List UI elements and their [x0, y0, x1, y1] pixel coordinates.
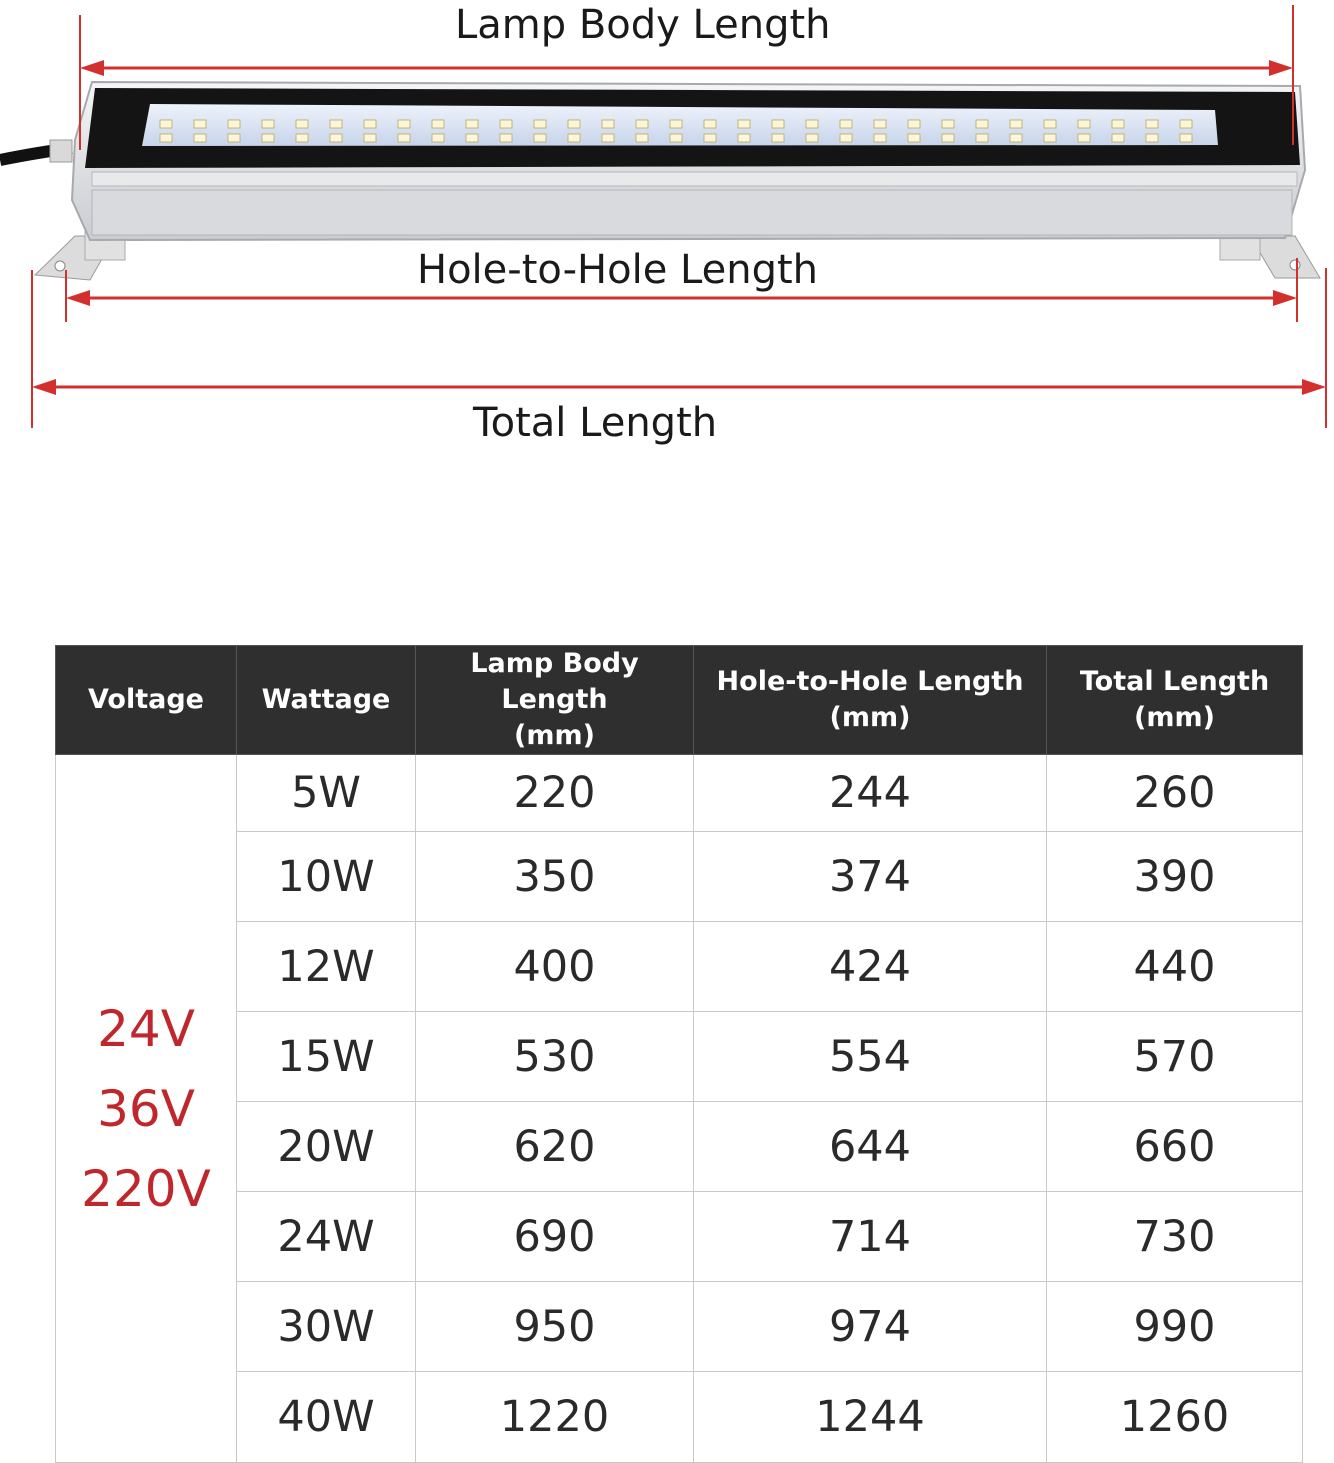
led-chip [704, 120, 716, 128]
led-chip [976, 134, 988, 142]
led-chip [228, 134, 240, 142]
led-chip [466, 134, 478, 142]
led-chip [568, 134, 580, 142]
led-chip [398, 120, 410, 128]
total-length-cell: 390 [1047, 832, 1303, 922]
led-chip [500, 120, 512, 128]
lamp-body-cell: 220 [416, 755, 694, 832]
total-length-cell: 730 [1047, 1192, 1303, 1282]
led-chip [772, 120, 784, 128]
led-chip [1044, 120, 1056, 128]
cable-gland [50, 140, 72, 162]
wattage-cell: 5W [237, 755, 416, 832]
total-length-cell: 990 [1047, 1282, 1303, 1372]
wattage-cell: 40W [237, 1372, 416, 1463]
wattage-cell: 30W [237, 1282, 416, 1372]
wattage-cell: 20W [237, 1102, 416, 1192]
header-voltage: Voltage [56, 646, 237, 755]
voltage-value: 24V [97, 999, 195, 1058]
table-header-row [56, 646, 1303, 755]
wattage-cell: 10W [237, 832, 416, 922]
led-chip [942, 120, 954, 128]
led-chip [160, 120, 172, 128]
voltage-cell [56, 755, 237, 1463]
spec-table [55, 645, 1303, 1463]
wattage-cell: 12W [237, 922, 416, 1012]
lamp-body-cell: 1220 [416, 1372, 694, 1463]
led-chip [296, 134, 308, 142]
led-chip [398, 134, 410, 142]
led-chip [908, 134, 920, 142]
wattage-cell: 15W [237, 1012, 416, 1102]
hole-to-hole-cell: 374 [694, 832, 1047, 922]
led-chip [1112, 120, 1124, 128]
lamp-dimension-diagram [0, 0, 1334, 470]
total-length-cell: 260 [1047, 755, 1303, 832]
led-chip [228, 120, 240, 128]
hole-to-hole-cell: 424 [694, 922, 1047, 1012]
led-chip [534, 134, 546, 142]
led-chip [874, 120, 886, 128]
led-chip [1146, 120, 1158, 128]
led-chip [806, 120, 818, 128]
wattage-cell: 24W [237, 1192, 416, 1282]
total-length-cell: 660 [1047, 1102, 1303, 1192]
lamp-body-cell: 350 [416, 832, 694, 922]
led-chip [772, 134, 784, 142]
led-chip [1044, 134, 1056, 142]
lamp-body-cell: 400 [416, 922, 694, 1012]
led-chip [602, 120, 614, 128]
led-chip [1146, 134, 1158, 142]
table-row [56, 922, 1303, 1012]
table-row [56, 1282, 1303, 1372]
led-chip [670, 134, 682, 142]
hole-to-hole-cell: 644 [694, 1102, 1047, 1192]
led-chip [262, 134, 274, 142]
led-chip [568, 120, 580, 128]
total-length-label: Total Length [473, 400, 718, 446]
hole-to-hole-cell: 1244 [694, 1372, 1047, 1463]
voltage-value: 36V [97, 1079, 195, 1138]
lamp-body-cell: 950 [416, 1282, 694, 1372]
voltage-value: 220V [81, 1159, 211, 1218]
led-chip [636, 134, 648, 142]
table-row [56, 1102, 1303, 1192]
led-chip [976, 120, 988, 128]
lamp-body-cell: 530 [416, 1012, 694, 1102]
led-chip [1078, 120, 1090, 128]
table-row [56, 1372, 1303, 1463]
led-chip [262, 120, 274, 128]
led-chip [364, 120, 376, 128]
table-row [56, 1012, 1303, 1102]
led-chip [942, 134, 954, 142]
led-chip [432, 134, 444, 142]
header-lamp-body-length: Lamp Body Length (mm) [416, 646, 694, 755]
hole-to-hole-cell: 244 [694, 755, 1047, 832]
header-hole-to-hole-length: Hole-to-Hole Length (mm) [694, 646, 1047, 755]
lamp-body-cell: 620 [416, 1102, 694, 1192]
led-chip [534, 120, 546, 128]
led-chip [330, 120, 342, 128]
lamp-body-length-label: Lamp Body Length [455, 2, 831, 48]
led-chip [296, 120, 308, 128]
led-chip [636, 120, 648, 128]
led-chip [840, 120, 852, 128]
led-chip [1010, 120, 1022, 128]
led-chip [670, 120, 682, 128]
header-total-length: Total Length (mm) [1047, 646, 1303, 755]
led-chip [738, 134, 750, 142]
led-chip [1010, 134, 1022, 142]
led-chip [160, 134, 172, 142]
led-chip [1078, 134, 1090, 142]
hole-to-hole-cell: 974 [694, 1282, 1047, 1372]
led-chip [500, 134, 512, 142]
led-chip [432, 120, 444, 128]
led-chip [704, 134, 716, 142]
hole-to-hole-cell: 554 [694, 1012, 1047, 1102]
total-length-cell: 570 [1047, 1012, 1303, 1102]
hole-to-hole-length-label: Hole-to-Hole Length [417, 247, 818, 293]
hole-to-hole-cell: 714 [694, 1192, 1047, 1282]
total-length-cell: 440 [1047, 922, 1303, 1012]
table-row [56, 1192, 1303, 1282]
table-row [56, 755, 1303, 832]
led-chip [1180, 134, 1192, 142]
led-chip [840, 134, 852, 142]
led-chip [874, 134, 886, 142]
total-length-cell: 1260 [1047, 1372, 1303, 1463]
lamp-body-cell: 690 [416, 1192, 694, 1282]
table-row [56, 832, 1303, 922]
led-chip [806, 134, 818, 142]
led-chip [466, 120, 478, 128]
led-chip [738, 120, 750, 128]
led-chip [364, 134, 376, 142]
led-chip [1180, 120, 1192, 128]
led-chip [194, 134, 206, 142]
led-chip [194, 120, 206, 128]
led-chip [908, 120, 920, 128]
led-chip [602, 134, 614, 142]
led-chip [1112, 134, 1124, 142]
led-chip [330, 134, 342, 142]
header-wattage: Wattage [237, 646, 416, 755]
